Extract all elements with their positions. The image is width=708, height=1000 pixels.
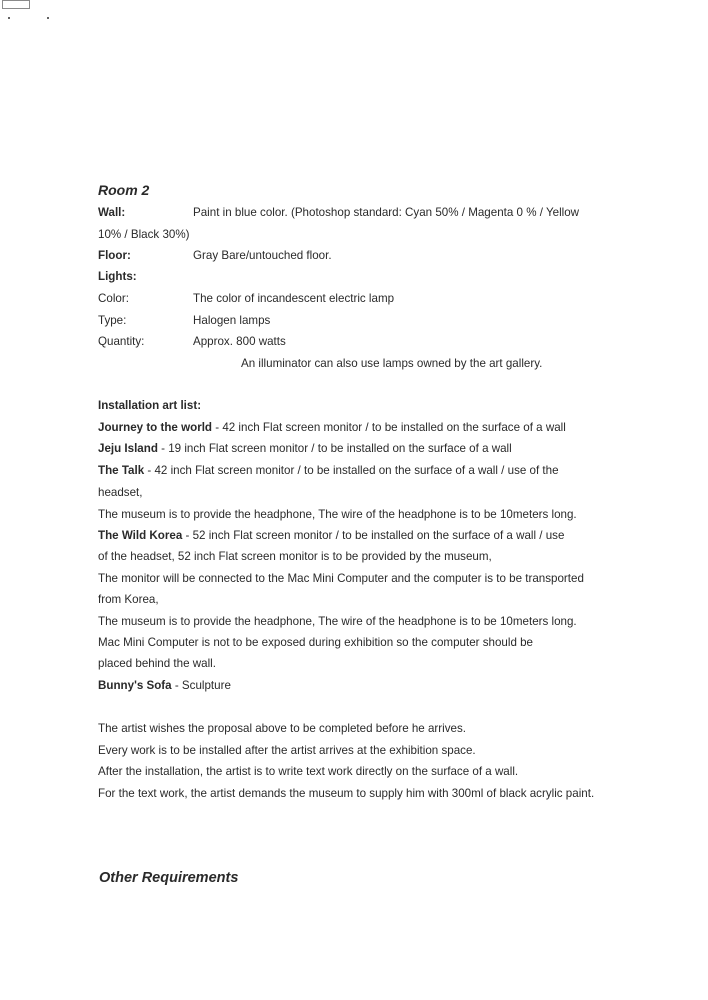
speck-dot <box>47 17 49 19</box>
art-list-line <box>98 486 142 499</box>
art-description: The monitor will be connected to the Mac Mini Computer and the computer is to be transported <box>98 572 584 585</box>
quantity-label: Quantity: <box>98 335 145 348</box>
art-list-line <box>98 529 564 542</box>
art-list-line <box>98 464 559 477</box>
closing-line: Every work is to be installed after the artist arrives at the exhibition space. <box>98 744 476 757</box>
art-description: of the headset, 52 inch Flat screen monitor is to be provided by the museum, <box>98 550 492 563</box>
quantity-value: Approx. 800 watts <box>193 335 286 348</box>
art-description: - 52 inch Flat screen monitor / to be installed on the surface of a wall / use <box>182 529 565 542</box>
art-description: headset, <box>98 486 143 499</box>
type-value: Halogen lamps <box>193 314 271 327</box>
art-list-line <box>98 679 231 692</box>
art-title: The Wild Korea <box>98 529 183 542</box>
type-label: Type: <box>98 314 127 327</box>
art-list-line <box>98 615 577 628</box>
installation-heading: Installation art list: <box>98 399 202 412</box>
floor-value: Gray Bare/untouched floor. <box>193 249 332 262</box>
art-list-line <box>98 636 533 649</box>
art-list-line <box>98 593 159 606</box>
art-list-line <box>98 550 492 563</box>
art-description: placed behind the wall. <box>98 657 216 670</box>
art-description: Mac Mini Computer is not to be exposed during exhibition so the computer should be <box>98 636 534 649</box>
lights-label: Lights: <box>98 270 137 283</box>
color-label: Color: <box>98 292 129 305</box>
art-title: Bunny's Sofa <box>98 679 172 692</box>
art-list-line <box>98 657 216 670</box>
art-description: - 42 inch Flat screen monitor / to be installed on the surface of a wall <box>212 421 566 434</box>
art-list-line <box>98 442 512 455</box>
art-description: The museum is to provide the headphone, The wire of the headphone is to be 10meters long. <box>98 508 577 521</box>
closing-line: After the installation, the artist is to write text work directly on the surface of a wall. <box>98 765 519 778</box>
wall-label: Wall: <box>98 206 126 219</box>
art-list-line <box>98 421 566 434</box>
other-requirements-heading: Other Requirements <box>99 870 239 886</box>
speck-dot <box>8 17 10 19</box>
color-value: The color of incandescent electric lamp <box>193 292 395 305</box>
art-title: The Talk <box>98 464 145 477</box>
art-title: Jeju Island <box>98 442 158 455</box>
art-description: The museum is to provide the headphone, The wire of the headphone is to be 10meters long. <box>98 615 577 628</box>
corner-stamp <box>2 0 30 9</box>
room-heading: Room 2 <box>98 182 150 198</box>
art-description: - 19 inch Flat screen monitor / to be installed on the surface of a wall <box>157 442 512 455</box>
art-list-line <box>98 572 584 585</box>
art-description: - Sculpture <box>171 679 231 692</box>
closing-line: The artist wishes the proposal above to be completed before he arrives. <box>98 722 466 735</box>
art-description: from Korea, <box>98 593 159 606</box>
art-description: - 42 inch Flat screen monitor / to be installed on the surface of a wall / use of the <box>144 464 559 477</box>
illuminator-note: An illuminator can also use lamps owned by the art gallery. <box>241 357 543 370</box>
wall-value: Paint in blue color. (Photoshop standard: Cyan 50% / Magenta 0 % / Yellow <box>193 206 580 219</box>
closing-line: For the text work, the artist demands the museum to supply him with 300ml of black acrylic paint. <box>98 787 595 800</box>
floor-label: Floor: <box>98 249 131 262</box>
art-list-line <box>98 508 577 521</box>
wall-value-continued: 10% / Black 30%) <box>98 228 190 241</box>
art-title: Journey to the world <box>98 421 213 434</box>
